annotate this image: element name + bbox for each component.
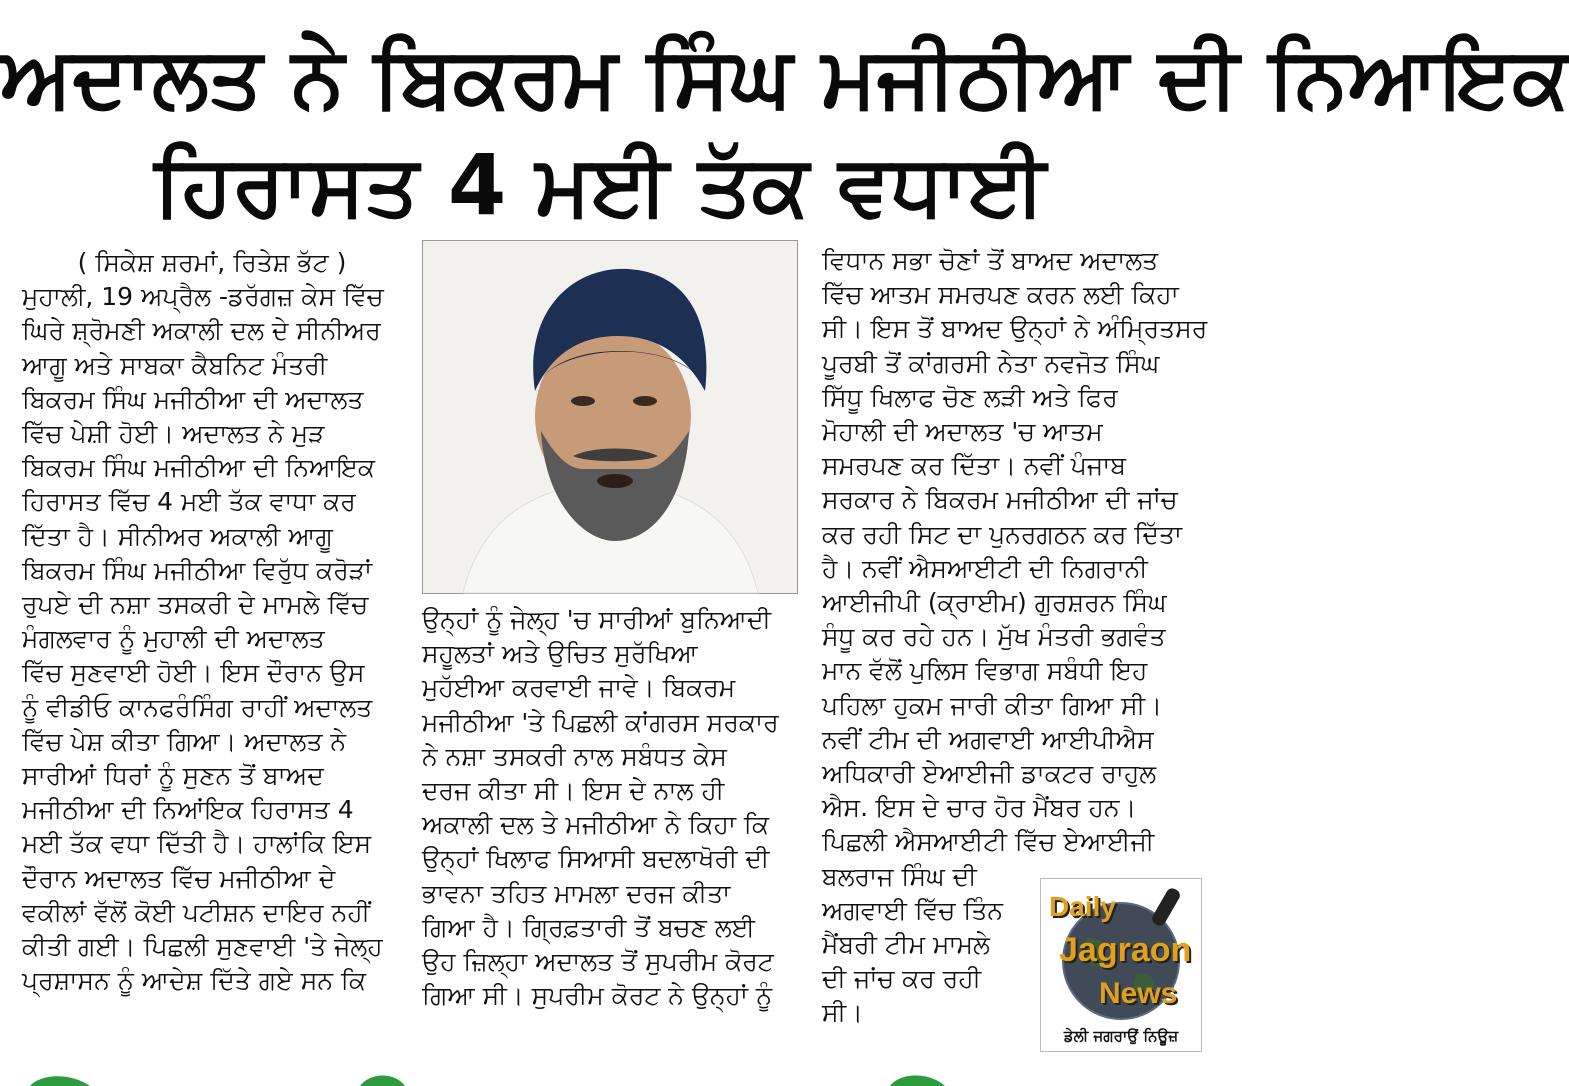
text-line: ਘਿਰੇ ਸ਼੍ਰੋਮਣੀ ਅਕਾਲੀ ਦਲ ਦੇ ਸੀਨੀਅਰ bbox=[22, 316, 381, 346]
logo-caption: ਡੇਲੀ ਜਗਰਾਉਂ ਨਿਊਜ਼ bbox=[1063, 1027, 1179, 1045]
portrait-photo bbox=[422, 240, 798, 594]
article-column-left bbox=[22, 246, 402, 998]
daily-jagraon-news-logo bbox=[1040, 878, 1202, 1052]
text-line: ਬਿਕਰਮ ਸਿੰਘ ਮਜੀਠੀਆ ਦੀ ਨਿਆਇਕ bbox=[22, 453, 375, 483]
text-line: ਅਕਾਲੀ ਦਲ ਤੇ ਮਜੀਠੀਆ ਨੇ ਕਿਹਾ ਕਿ bbox=[422, 810, 770, 840]
text-line: ਵਕੀਲਾਂ ਵੱਲੋਂ ਕੋਈ ਪਟੀਸ਼ਨ ਦਾਇਰ ਨਹੀਂ bbox=[22, 897, 371, 927]
next-headline-fragment bbox=[0, 1070, 1200, 1086]
text-line: ਉਨ੍ਹਾਂ ਨੂੰ ਜੇਲ੍ਹ 'ਚ ਸਾਰੀਆਂ ਬੁਨਿਆਦੀ bbox=[422, 605, 772, 634]
text-line: ਸਿੱਧੂ ਖਿਲਾਫ ਚੋਣ ਲੜੀ ਅਤੇ ਫਿਰ bbox=[822, 382, 1118, 412]
text-line: ਬਲਰਾਜ ਸਿੰਘ ਦੀ bbox=[822, 861, 977, 891]
text-line: ਪਿਛਲੀ ਐਸਆਈਟੀ ਵਿੱਚ ਏਆਈਜੀ bbox=[822, 827, 1155, 857]
text-line: ਬਿਕਰਮ ਸਿੰਘ ਮਜੀਠੀਆ ਵਿਰੁੱਧ ਕਰੋੜਾਂ bbox=[22, 555, 373, 585]
text-line: ਦਰਜ ਕੀਤਾ ਸੀ। ਇਸ ਦੇ ਨਾਲ ਹੀ bbox=[422, 776, 725, 806]
text-line: ਸੀ। ਇਸ ਤੋਂ ਬਾਅਦ ਉਨ੍ਹਾਂ ਨੇ ਅੰਮ੍ਰਿਤਸਰ bbox=[822, 314, 1208, 344]
headline-line-1: ਅਦਾਲਤ ਨੇ ਬਿਕਰਮ ਸਿੰਘ ਮਜੀਠੀਆ ਦੀ ਨਿਆਇਕ bbox=[0, 28, 1569, 126]
text-line: ਸਰਕਾਰ ਨੇ ਬਿਕਰਮ ਮਜੀਠੀਆ ਦੀ ਜਾਂਚ bbox=[822, 485, 1178, 515]
portrait-illustration bbox=[423, 241, 797, 593]
text-line: ਪੂਰਬੀ ਤੋਂ ਕਾਂਗਰਸੀ ਨੇਤਾ ਨਵਜੋਤ ਸਿੰਘ bbox=[822, 348, 1160, 378]
text-line: ਅਗਵਾਈ ਵਿੱਚ ਤਿੰਨ bbox=[822, 895, 1004, 925]
text-line: ਮਾਨ ਵੱਲੋਂ ਪੁਲਿਸ ਵਿਭਾਗ ਸਬੰਧੀ ਇਹ bbox=[822, 656, 1148, 686]
text-line: ਸਮਰਪਣ ਕਰ ਦਿੱਤਾ। ਨਵੀਂ ਪੰਜਾਬ bbox=[822, 451, 1126, 481]
text-line: ਐਸ. ਇਸ ਦੇ ਚਾਰ ਹੋਰ ਮੈਂਬਰ ਹਨ। bbox=[822, 793, 1137, 823]
text-line: ਸਾਰੀਆਂ ਧਿਰਾਂ ਨੂੰ ਸੁਣਨ ਤੋਂ ਬਾਅਦ bbox=[22, 761, 324, 791]
text-line: ਵਿੱਚ ਪੇਸ਼ ਕੀਤਾ ਗਿਆ। ਅਦਾਲਤ ਨੇ bbox=[22, 726, 347, 756]
text-line: ਮੈਂਬਰੀ ਟੀਮ ਮਾਮਲੇ bbox=[822, 930, 990, 960]
text-line: ਮੰਗਲਵਾਰ ਨੂੰ ਮੁਹਾਲੀ ਦੀ ਅਦਾਲਤ bbox=[22, 624, 325, 654]
text-line: ਸੀ। bbox=[822, 998, 864, 1028]
text-line: ਉਹ ਜ਼ਿਲ੍ਹਾ ਅਦਾਲਤ ਤੋਂ ਸੁਪਰੀਮ ਕੋਰਟ bbox=[422, 947, 774, 977]
text-line: ਮੋਹਾਲੀ ਦੀ ਅਦਾਲਤ 'ਚ ਆਤਮ bbox=[822, 417, 1103, 447]
text-line: ਗਿਆ ਸੀ। ਸੁਪਰੀਮ ਕੋਰਟ ਨੇ ਉਨ੍ਹਾਂ ਨੂੰ bbox=[422, 981, 773, 1011]
text-line: ਭਾਵਨਾ ਤਹਿਤ ਮਾਮਲਾ ਦਰਜ ਕੀਤਾ bbox=[422, 878, 731, 908]
text-line: ਕੀਤੀ ਗਈ। ਪਿਛਲੀ ਸੁਣਵਾਈ 'ਤੇ ਜੇਲ੍ਹ bbox=[22, 932, 383, 962]
text-line: ਵਿੱਚ ਪੇਸ਼ੀ ਹੋਈ। ਅਦਾਲਤ ਨੇ ਮੁੜ bbox=[22, 419, 325, 449]
text-line: ਦੌਰਾਨ ਅਦਾਲਤ ਵਿੱਚ ਮਜੀਠੀਆ ਦੇ bbox=[22, 863, 336, 893]
text-line: ਦਿੱਤਾ ਹੈ। ਸੀਨੀਅਰ ਅਕਾਲੀ ਆਗੂ bbox=[22, 521, 333, 551]
text-line: ਵਿਧਾਨ ਸਭਾ ਚੋਣਾਂ ਤੋਂ ਬਾਅਦ ਅਦਾਲਤ bbox=[822, 246, 1159, 275]
text-line: ਮਜੀਠੀਆ ਦੀ ਨਿਆਂਇਕ ਹਿਰਾਸਤ 4 bbox=[22, 795, 354, 825]
byline: ( ਸਿਕੇਸ਼ ਸ਼ਰਮਾਂ, ਰਿਤੇਸ਼ ਭੱਟ ) bbox=[77, 248, 347, 277]
text-line: ਗਿਆ ਹੈ। ਗ੍ਰਿਫ਼ਤਾਰੀ ਤੋਂ ਬਚਣ ਲਈ bbox=[422, 912, 755, 942]
text-line: ਨਵੀਂ ਟੀਮ ਦੀ ਅਗਵਾਈ ਆਈਪੀਐਸ bbox=[822, 724, 1154, 754]
logo-word-daily: Daily bbox=[1049, 891, 1116, 922]
text-line: ਸੰਧੂ ਕਰ ਰਹੇ ਹਨ। ਮੁੱਖ ਮੰਤਰੀ ਭਗਵੰਤ bbox=[822, 622, 1166, 652]
text-line: ਆਈਜੀਪੀ (ਕ੍ਰਾਈਮ) ਗੁਰਸ਼ਰਨ ਸਿੰਘ bbox=[822, 588, 1167, 618]
logo-word-news: News bbox=[1099, 977, 1178, 1010]
text-line: ਮਜੀਠੀਆ 'ਤੇ ਪਿਛਲੀ ਕਾਂਗਰਸ ਸਰਕਾਰ bbox=[422, 707, 779, 737]
text-line: ਆਗੂ ਅਤੇ ਸਾਬਕਾ ਕੈਬਨਿਟ ਮੰਤਰੀ bbox=[22, 350, 328, 380]
text-line: ਵਿੱਚ ਸੁਣਵਾਈ ਹੋਈ। ਇਸ ਦੌਰਾਨ ਉਸ bbox=[22, 658, 365, 688]
logo-word-jagraon: Jagraon bbox=[1059, 931, 1192, 969]
text-line: ਉਨ੍ਹਾਂ ਖਿਲਾਫ ਸਿਆਸੀ ਬਦਲਾਖੋਰੀ ਦੀ bbox=[422, 844, 770, 874]
text-line: ਰੁਪਏ ਦੀ ਨਸ਼ਾ ਤਸਕਰੀ ਦੇ ਮਾਮਲੇ ਵਿੱਚ bbox=[22, 590, 369, 620]
text-line: ਬਿਕਰਮ ਸਿੰਘ ਮਜੀਠੀਆ ਦੀ ਅਦਾਲਤ bbox=[22, 384, 364, 414]
text-line: ਨੇ ਨਸ਼ਾ ਤਸਕਰੀ ਨਾਲ ਸਬੰਧਤ ਕੇਸ bbox=[422, 741, 727, 771]
headline-line-2: ਹਿਰਾਸਤ 4 ਮਈ ਤੱਕ ਵਧਾਈ bbox=[154, 136, 1046, 234]
text-line: ਕਰ ਰਹੀ ਸਿਟ ਦਾ ਪੁਨਰਗਠਨ ਕਰ ਦਿੱਤਾ bbox=[822, 519, 1183, 549]
article-column-middle bbox=[422, 603, 800, 1013]
text-line: ਵਿੱਚ ਆਤਮ ਸਮਰਪਣ ਕਰਨ ਲਈ ਕਿਹਾ bbox=[822, 280, 1179, 310]
text-line: ਨੂੰ ਵੀਡੀਓ ਕਾਨਫਰੰਸਿੰਗ ਰਾਹੀਂ ਅਦਾਲਤ bbox=[22, 692, 373, 722]
text-line: ਅਧਿਕਾਰੀ ਏਆਈਜੀ ਡਾਕਟਰ ਰਾਹੁਲ bbox=[822, 759, 1157, 789]
text-line: ਮੁਹਾਲੀ, 19 ਅਪ੍ਰੈਲ -ਡਰੱਗਜ਼ ਕੇਸ ਵਿੱਚ bbox=[22, 282, 384, 312]
text-line: ਦੀ ਜਾਂਚ ਕਰ ਰਹੀ bbox=[822, 964, 982, 994]
text-line: ਹੈ। ਨਵੀਂ ਐਸਆਈਟੀ ਦੀ ਨਿਗਰਾਨੀ bbox=[822, 553, 1148, 583]
text-line: ਪਹਿਲਾ ਹੁਕਮ ਜਾਰੀ ਕੀਤਾ ਗਿਆ ਸੀ। bbox=[822, 690, 1163, 720]
text-line: ਮੁਹੱਈਆ ਕਰਵਾਈ ਜਾਵੇ। ਬਿਕਰਮ bbox=[422, 673, 736, 703]
text-line: ਹਿਰਾਸਤ ਵਿੱਚ 4 ਮਈ ਤੱਕ ਵਾਧਾ ਕਰ bbox=[22, 487, 356, 517]
text-line: ਸਹੂਲਤਾਂ ਅਤੇ ਉਚਿਤ ਸੁਰੱਖਿਆ bbox=[422, 639, 698, 669]
text-line: ਮਈ ਤੱਕ ਵਧਾ ਦਿੱਤੀ ਹੈ। ਹਾਲਾਂਕਿ ਇਸ bbox=[22, 829, 372, 859]
text-line: ਪ੍ਰਸ਼ਾਸਨ ਨੂੰ ਆਦੇਸ਼ ਦਿੱਤੇ ਗਏ ਸਨ ਕਿ bbox=[22, 966, 367, 996]
